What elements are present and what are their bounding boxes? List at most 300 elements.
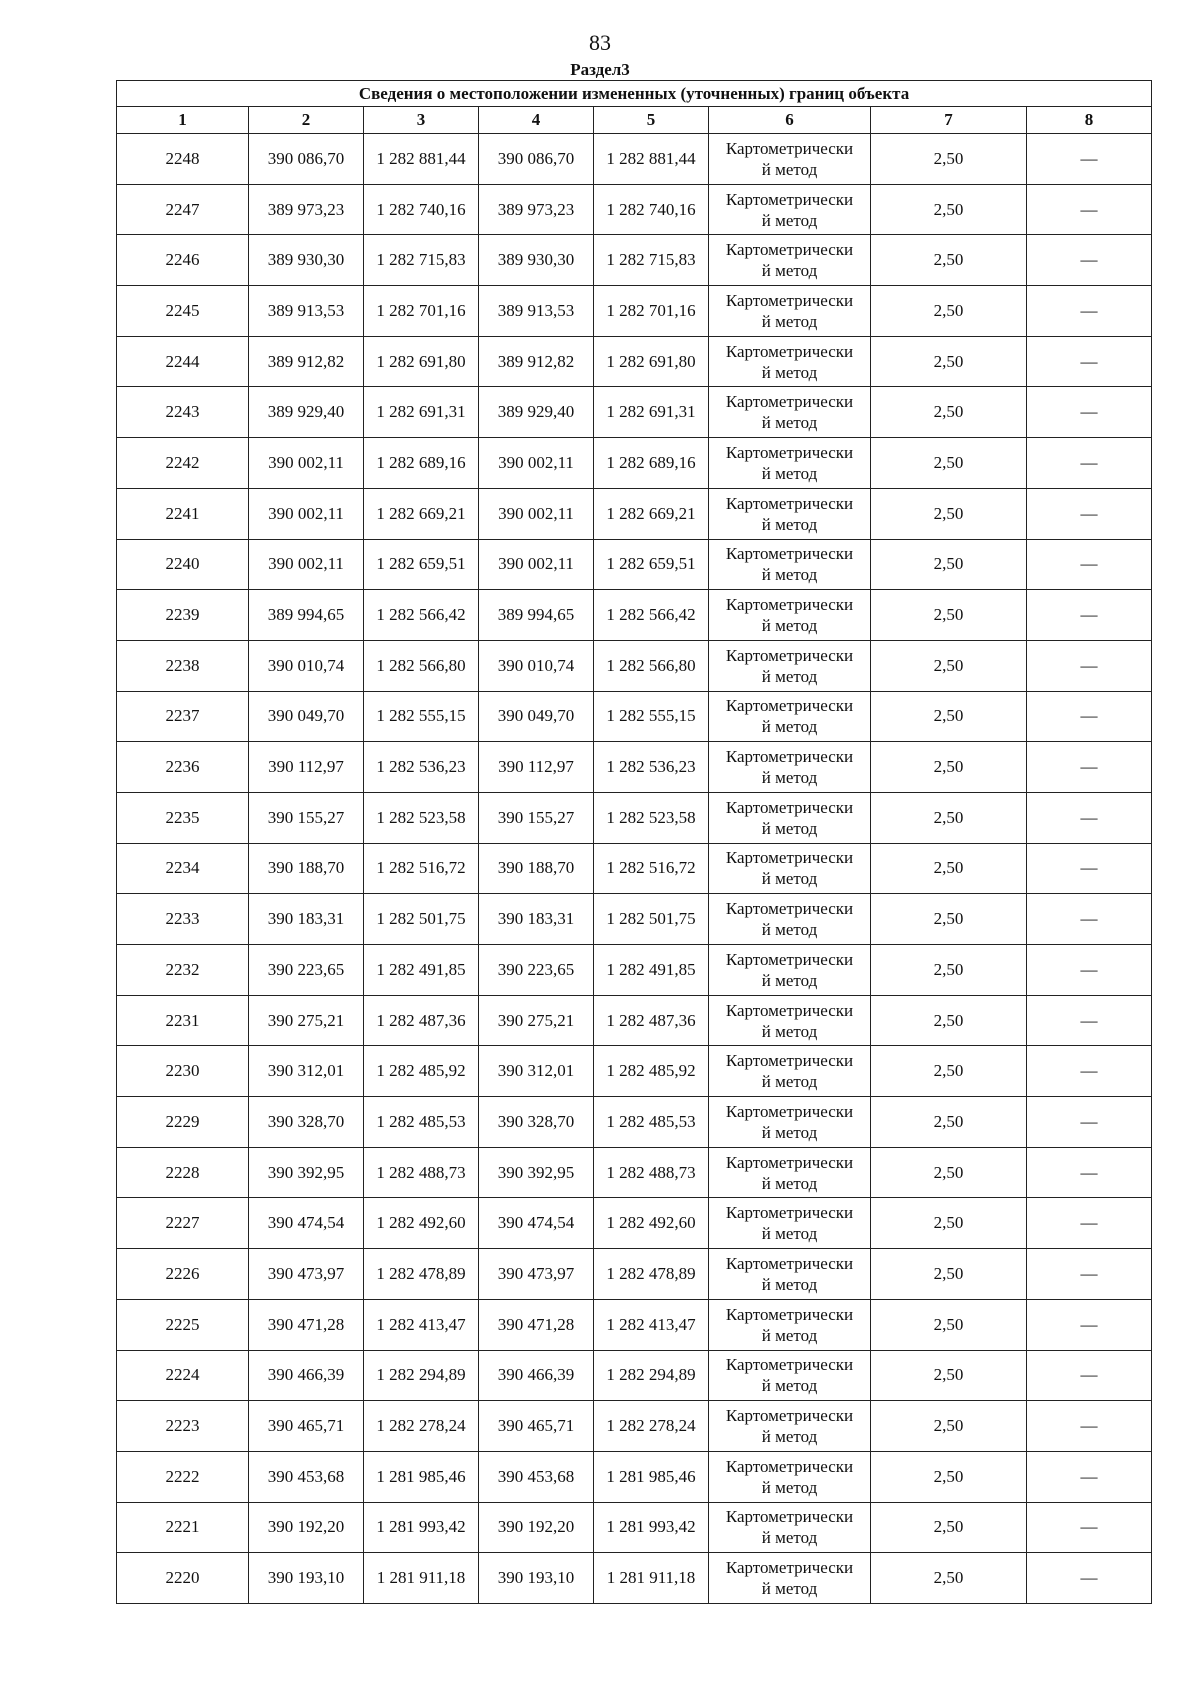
table-row xyxy=(117,1553,1152,1604)
note-cell: — xyxy=(1027,1198,1152,1249)
y-coordinate-cell: 1 282 501,75 xyxy=(364,894,479,945)
point-number-cell: 2237 xyxy=(117,691,249,742)
y-coordinate-cell: 1 282 555,15 xyxy=(364,691,479,742)
y-coordinate-new-cell: 1 282 492,60 xyxy=(594,1198,709,1249)
y-coordinate-new-cell: 1 282 691,31 xyxy=(594,387,709,438)
accuracy-cell: 2,50 xyxy=(871,184,1027,235)
method-line-1: Картометрически xyxy=(725,138,854,158)
method-line-2: й метод xyxy=(761,717,818,737)
method-line-1: Картометрически xyxy=(725,1355,854,1375)
note-cell: — xyxy=(1027,1097,1152,1148)
x-coordinate-cell: 390 002,11 xyxy=(249,539,364,590)
method-line-1: Картометрически xyxy=(725,189,854,209)
point-number-cell: 2247 xyxy=(117,184,249,235)
method-cell xyxy=(709,843,871,894)
accuracy-cell: 2,50 xyxy=(871,286,1027,337)
point-number-cell: 2220 xyxy=(117,1553,249,1604)
method-line-2: й метод xyxy=(761,210,818,230)
x-coordinate-new-cell: 389 912,82 xyxy=(479,336,594,387)
method-cell xyxy=(709,640,871,691)
y-coordinate-cell: 1 282 669,21 xyxy=(364,488,479,539)
accuracy-cell: 2,50 xyxy=(871,235,1027,286)
y-coordinate-cell: 1 282 487,36 xyxy=(364,995,479,1046)
x-coordinate-new-cell: 390 010,74 xyxy=(479,640,594,691)
y-coordinate-cell: 1 282 691,31 xyxy=(364,387,479,438)
note-cell: — xyxy=(1027,995,1152,1046)
x-coordinate-new-cell: 389 913,53 xyxy=(479,286,594,337)
method-cell xyxy=(709,286,871,337)
method-line-2: й метод xyxy=(761,413,818,433)
x-coordinate-new-cell: 390 473,97 xyxy=(479,1249,594,1300)
point-number-cell: 2234 xyxy=(117,843,249,894)
accuracy-cell: 2,50 xyxy=(871,1401,1027,1452)
table-row xyxy=(117,1249,1152,1300)
x-coordinate-cell: 390 223,65 xyxy=(249,945,364,996)
point-number-cell: 2242 xyxy=(117,438,249,489)
table-row xyxy=(117,1451,1152,1502)
point-number-cell: 2227 xyxy=(117,1198,249,1249)
method-line-1: Картометрически xyxy=(725,341,854,361)
point-number-cell: 2224 xyxy=(117,1350,249,1401)
x-coordinate-new-cell: 390 049,70 xyxy=(479,691,594,742)
y-coordinate-new-cell: 1 282 491,85 xyxy=(594,945,709,996)
method-line-2: й метод xyxy=(761,565,818,585)
y-coordinate-new-cell: 1 282 881,44 xyxy=(594,134,709,185)
y-coordinate-cell: 1 282 740,16 xyxy=(364,184,479,235)
table-body xyxy=(117,134,1152,1604)
column-number: 2 xyxy=(249,107,364,134)
y-coordinate-new-cell: 1 282 740,16 xyxy=(594,184,709,235)
table-row xyxy=(117,1147,1152,1198)
point-number-cell: 2240 xyxy=(117,539,249,590)
note-cell: — xyxy=(1027,843,1152,894)
note-cell: — xyxy=(1027,1451,1152,1502)
point-number-cell: 2231 xyxy=(117,995,249,1046)
column-number: 4 xyxy=(479,107,594,134)
point-number-cell: 2245 xyxy=(117,286,249,337)
method-cell xyxy=(709,792,871,843)
note-cell: — xyxy=(1027,691,1152,742)
x-coordinate-cell: 390 474,54 xyxy=(249,1198,364,1249)
table-row xyxy=(117,1046,1152,1097)
method-cell xyxy=(709,488,871,539)
table-title-row xyxy=(117,81,1152,107)
x-coordinate-cell: 390 193,10 xyxy=(249,1553,364,1604)
y-coordinate-new-cell: 1 282 501,75 xyxy=(594,894,709,945)
y-coordinate-new-cell: 1 282 566,42 xyxy=(594,590,709,641)
method-line-1: Картометрически xyxy=(725,544,854,564)
y-coordinate-new-cell: 1 281 911,18 xyxy=(594,1553,709,1604)
point-number-cell: 2225 xyxy=(117,1299,249,1350)
table-row xyxy=(117,488,1152,539)
method-line-2: й метод xyxy=(761,1072,818,1092)
x-coordinate-cell: 389 913,53 xyxy=(249,286,364,337)
y-coordinate-new-cell: 1 282 516,72 xyxy=(594,843,709,894)
table-title: Сведения о местоположении измененных (уточненных) границ объекта xyxy=(117,81,1152,107)
y-coordinate-cell: 1 282 536,23 xyxy=(364,742,479,793)
table-row xyxy=(117,539,1152,590)
y-coordinate-new-cell: 1 282 278,24 xyxy=(594,1401,709,1452)
method-cell xyxy=(709,1046,871,1097)
point-number-cell: 2241 xyxy=(117,488,249,539)
y-coordinate-new-cell: 1 282 555,15 xyxy=(594,691,709,742)
x-coordinate-cell: 389 994,65 xyxy=(249,590,364,641)
method-line-2: й метод xyxy=(761,1376,818,1396)
method-line-1: Картометрически xyxy=(725,747,854,767)
accuracy-cell: 2,50 xyxy=(871,1451,1027,1502)
x-coordinate-cell: 390 466,39 xyxy=(249,1350,364,1401)
method-line-1: Картометрически xyxy=(725,442,854,462)
x-coordinate-new-cell: 390 112,97 xyxy=(479,742,594,793)
method-line-2: й метод xyxy=(761,1325,818,1345)
point-number-cell: 2248 xyxy=(117,134,249,185)
y-coordinate-new-cell: 1 282 536,23 xyxy=(594,742,709,793)
y-coordinate-cell: 1 282 566,42 xyxy=(364,590,479,641)
accuracy-cell: 2,50 xyxy=(871,691,1027,742)
y-coordinate-cell: 1 282 491,85 xyxy=(364,945,479,996)
method-line-2: й метод xyxy=(761,1122,818,1142)
table-row xyxy=(117,134,1152,185)
column-number: 1 xyxy=(117,107,249,134)
x-coordinate-cell: 389 912,82 xyxy=(249,336,364,387)
y-coordinate-new-cell: 1 282 488,73 xyxy=(594,1147,709,1198)
x-coordinate-cell: 390 465,71 xyxy=(249,1401,364,1452)
accuracy-cell: 2,50 xyxy=(871,387,1027,438)
accuracy-cell: 2,50 xyxy=(871,1553,1027,1604)
accuracy-cell: 2,50 xyxy=(871,640,1027,691)
accuracy-cell: 2,50 xyxy=(871,590,1027,641)
method-line-1: Картометрически xyxy=(725,1203,854,1223)
x-coordinate-cell: 390 188,70 xyxy=(249,843,364,894)
y-coordinate-cell: 1 282 659,51 xyxy=(364,539,479,590)
method-cell xyxy=(709,1451,871,1502)
method-cell xyxy=(709,945,871,996)
accuracy-cell: 2,50 xyxy=(871,1046,1027,1097)
accuracy-cell: 2,50 xyxy=(871,1249,1027,1300)
accuracy-cell: 2,50 xyxy=(871,995,1027,1046)
x-coordinate-new-cell: 390 392,95 xyxy=(479,1147,594,1198)
point-number-cell: 2221 xyxy=(117,1502,249,1553)
accuracy-cell: 2,50 xyxy=(871,792,1027,843)
point-number-cell: 2230 xyxy=(117,1046,249,1097)
method-line-1: Картометрически xyxy=(725,240,854,260)
x-coordinate-new-cell: 389 930,30 xyxy=(479,235,594,286)
note-cell: — xyxy=(1027,1046,1152,1097)
method-line-1: Картометрически xyxy=(725,848,854,868)
x-coordinate-cell: 390 010,74 xyxy=(249,640,364,691)
method-cell xyxy=(709,1401,871,1452)
accuracy-cell: 2,50 xyxy=(871,894,1027,945)
method-line-2: й метод xyxy=(761,616,818,636)
method-cell xyxy=(709,1249,871,1300)
table-row xyxy=(117,792,1152,843)
note-cell: — xyxy=(1027,438,1152,489)
accuracy-cell: 2,50 xyxy=(871,336,1027,387)
table-row xyxy=(117,286,1152,337)
note-cell: — xyxy=(1027,235,1152,286)
column-number: 8 xyxy=(1027,107,1152,134)
method-line-2: й метод xyxy=(761,818,818,838)
method-line-2: й метод xyxy=(761,666,818,686)
y-coordinate-new-cell: 1 282 485,53 xyxy=(594,1097,709,1148)
x-coordinate-new-cell: 390 002,11 xyxy=(479,488,594,539)
method-line-1: Картометрически xyxy=(725,1000,854,1020)
note-cell: — xyxy=(1027,945,1152,996)
point-number-cell: 2243 xyxy=(117,387,249,438)
y-coordinate-cell: 1 282 701,16 xyxy=(364,286,479,337)
table-row xyxy=(117,1350,1152,1401)
method-cell xyxy=(709,1097,871,1148)
x-coordinate-new-cell: 390 192,20 xyxy=(479,1502,594,1553)
table-row xyxy=(117,387,1152,438)
x-coordinate-cell: 390 086,70 xyxy=(249,134,364,185)
x-coordinate-cell: 390 312,01 xyxy=(249,1046,364,1097)
table-row xyxy=(117,843,1152,894)
note-cell: — xyxy=(1027,640,1152,691)
accuracy-cell: 2,50 xyxy=(871,1147,1027,1198)
point-number-cell: 2239 xyxy=(117,590,249,641)
x-coordinate-new-cell: 390 471,28 xyxy=(479,1299,594,1350)
accuracy-cell: 2,50 xyxy=(871,134,1027,185)
method-cell xyxy=(709,539,871,590)
x-coordinate-new-cell: 390 312,01 xyxy=(479,1046,594,1097)
method-line-2: й метод xyxy=(761,362,818,382)
method-cell xyxy=(709,691,871,742)
x-coordinate-new-cell: 390 474,54 xyxy=(479,1198,594,1249)
method-line-2: й метод xyxy=(761,1579,818,1599)
page-number: 83 xyxy=(589,30,611,55)
note-cell: — xyxy=(1027,742,1152,793)
y-coordinate-new-cell: 1 281 985,46 xyxy=(594,1451,709,1502)
y-coordinate-cell: 1 282 566,80 xyxy=(364,640,479,691)
table-row xyxy=(117,894,1152,945)
column-number: 7 xyxy=(871,107,1027,134)
x-coordinate-new-cell: 390 193,10 xyxy=(479,1553,594,1604)
method-cell xyxy=(709,894,871,945)
method-cell xyxy=(709,1198,871,1249)
method-line-1: Картометрически xyxy=(725,949,854,969)
method-cell xyxy=(709,184,871,235)
x-coordinate-cell: 390 275,21 xyxy=(249,995,364,1046)
method-line-1: Картометрически xyxy=(725,595,854,615)
y-coordinate-new-cell: 1 282 487,36 xyxy=(594,995,709,1046)
accuracy-cell: 2,50 xyxy=(871,1198,1027,1249)
note-cell: — xyxy=(1027,387,1152,438)
accuracy-cell: 2,50 xyxy=(871,1097,1027,1148)
method-line-1: Картометрически xyxy=(725,1304,854,1324)
x-coordinate-cell: 390 328,70 xyxy=(249,1097,364,1148)
x-coordinate-new-cell: 390 002,11 xyxy=(479,438,594,489)
x-coordinate-cell: 390 155,27 xyxy=(249,792,364,843)
x-coordinate-cell: 389 930,30 xyxy=(249,235,364,286)
method-line-1: Картометрически xyxy=(725,493,854,513)
y-coordinate-cell: 1 282 488,73 xyxy=(364,1147,479,1198)
method-line-2: й метод xyxy=(761,970,818,990)
method-line-1: Картометрически xyxy=(725,1101,854,1121)
y-coordinate-cell: 1 282 689,16 xyxy=(364,438,479,489)
boundary-coordinates-table xyxy=(116,80,1152,1604)
point-number-cell: 2229 xyxy=(117,1097,249,1148)
method-line-1: Картометрически xyxy=(725,1507,854,1527)
x-coordinate-cell: 389 929,40 xyxy=(249,387,364,438)
y-coordinate-new-cell: 1 282 669,21 xyxy=(594,488,709,539)
x-coordinate-new-cell: 389 929,40 xyxy=(479,387,594,438)
y-coordinate-new-cell: 1 282 659,51 xyxy=(594,539,709,590)
table-row xyxy=(117,742,1152,793)
y-coordinate-cell: 1 282 516,72 xyxy=(364,843,479,894)
y-coordinate-new-cell: 1 282 689,16 xyxy=(594,438,709,489)
x-coordinate-new-cell: 390 465,71 xyxy=(479,1401,594,1452)
y-coordinate-cell: 1 282 485,53 xyxy=(364,1097,479,1148)
x-coordinate-cell: 389 973,23 xyxy=(249,184,364,235)
method-line-2: й метод xyxy=(761,159,818,179)
table-row xyxy=(117,640,1152,691)
method-cell xyxy=(709,1147,871,1198)
x-coordinate-new-cell: 390 466,39 xyxy=(479,1350,594,1401)
y-coordinate-cell: 1 282 523,58 xyxy=(364,792,479,843)
method-line-1: Картометрически xyxy=(725,1253,854,1273)
x-coordinate-cell: 390 473,97 xyxy=(249,1249,364,1300)
x-coordinate-new-cell: 389 973,23 xyxy=(479,184,594,235)
method-line-2: й метод xyxy=(761,1427,818,1447)
point-number-cell: 2244 xyxy=(117,336,249,387)
point-number-cell: 2246 xyxy=(117,235,249,286)
method-line-1: Картометрически xyxy=(725,1406,854,1426)
note-cell: — xyxy=(1027,1401,1152,1452)
method-line-2: й метод xyxy=(761,311,818,331)
accuracy-cell: 2,50 xyxy=(871,945,1027,996)
table-row xyxy=(117,1299,1152,1350)
method-line-2: й метод xyxy=(761,1173,818,1193)
accuracy-cell: 2,50 xyxy=(871,1502,1027,1553)
y-coordinate-new-cell: 1 282 485,92 xyxy=(594,1046,709,1097)
method-line-2: й метод xyxy=(761,1528,818,1548)
y-coordinate-new-cell: 1 282 566,80 xyxy=(594,640,709,691)
table-row xyxy=(117,691,1152,742)
note-cell: — xyxy=(1027,894,1152,945)
table-row xyxy=(117,945,1152,996)
column-number: 6 xyxy=(709,107,871,134)
y-coordinate-new-cell: 1 282 523,58 xyxy=(594,792,709,843)
method-line-2: й метод xyxy=(761,869,818,889)
x-coordinate-new-cell: 390 086,70 xyxy=(479,134,594,185)
note-cell: — xyxy=(1027,1147,1152,1198)
column-number: 3 xyxy=(364,107,479,134)
note-cell: — xyxy=(1027,1350,1152,1401)
table-row xyxy=(117,336,1152,387)
method-line-1: Картометрически xyxy=(725,1558,854,1578)
y-coordinate-cell: 1 282 715,83 xyxy=(364,235,479,286)
method-cell xyxy=(709,387,871,438)
method-line-1: Картометрически xyxy=(725,392,854,412)
x-coordinate-new-cell: 390 188,70 xyxy=(479,843,594,894)
y-coordinate-cell: 1 281 911,18 xyxy=(364,1553,479,1604)
x-coordinate-cell: 390 392,95 xyxy=(249,1147,364,1198)
table-row xyxy=(117,438,1152,489)
x-coordinate-cell: 390 112,97 xyxy=(249,742,364,793)
accuracy-cell: 2,50 xyxy=(871,1350,1027,1401)
note-cell: — xyxy=(1027,336,1152,387)
point-number-cell: 2232 xyxy=(117,945,249,996)
x-coordinate-cell: 390 049,70 xyxy=(249,691,364,742)
y-coordinate-cell: 1 282 691,80 xyxy=(364,336,479,387)
note-cell: — xyxy=(1027,1299,1152,1350)
method-line-2: й метод xyxy=(761,514,818,534)
method-line-1: Картометрически xyxy=(725,1051,854,1071)
x-coordinate-new-cell: 390 155,27 xyxy=(479,792,594,843)
x-coordinate-cell: 390 002,11 xyxy=(249,438,364,489)
note-cell: — xyxy=(1027,184,1152,235)
method-line-2: й метод xyxy=(761,463,818,483)
method-line-1: Картометрически xyxy=(725,797,854,817)
method-line-2: й метод xyxy=(761,768,818,788)
accuracy-cell: 2,50 xyxy=(871,843,1027,894)
method-line-2: й метод xyxy=(761,1224,818,1244)
y-coordinate-new-cell: 1 282 691,80 xyxy=(594,336,709,387)
x-coordinate-new-cell: 390 183,31 xyxy=(479,894,594,945)
table-row xyxy=(117,1097,1152,1148)
note-cell: — xyxy=(1027,1249,1152,1300)
x-coordinate-cell: 390 471,28 xyxy=(249,1299,364,1350)
accuracy-cell: 2,50 xyxy=(871,488,1027,539)
method-line-1: Картометрически xyxy=(725,1456,854,1476)
y-coordinate-cell: 1 282 485,92 xyxy=(364,1046,479,1097)
note-cell: — xyxy=(1027,792,1152,843)
method-cell xyxy=(709,336,871,387)
table-row xyxy=(117,590,1152,641)
method-cell xyxy=(709,134,871,185)
y-coordinate-cell: 1 282 478,89 xyxy=(364,1249,479,1300)
column-number-row xyxy=(117,107,1152,134)
method-line-1: Картометрически xyxy=(725,1152,854,1172)
table-row xyxy=(117,235,1152,286)
y-coordinate-new-cell: 1 282 413,47 xyxy=(594,1299,709,1350)
note-cell: — xyxy=(1027,488,1152,539)
table-row xyxy=(117,184,1152,235)
point-number-cell: 2235 xyxy=(117,792,249,843)
y-coordinate-new-cell: 1 281 993,42 xyxy=(594,1502,709,1553)
y-coordinate-cell: 1 282 413,47 xyxy=(364,1299,479,1350)
note-cell: — xyxy=(1027,1502,1152,1553)
y-coordinate-new-cell: 1 282 478,89 xyxy=(594,1249,709,1300)
x-coordinate-new-cell: 390 453,68 xyxy=(479,1451,594,1502)
x-coordinate-new-cell: 390 002,11 xyxy=(479,539,594,590)
x-coordinate-cell: 390 183,31 xyxy=(249,894,364,945)
method-cell xyxy=(709,995,871,1046)
y-coordinate-new-cell: 1 282 701,16 xyxy=(594,286,709,337)
y-coordinate-new-cell: 1 282 294,89 xyxy=(594,1350,709,1401)
y-coordinate-cell: 1 282 492,60 xyxy=(364,1198,479,1249)
method-cell xyxy=(709,235,871,286)
point-number-cell: 2233 xyxy=(117,894,249,945)
x-coordinate-cell: 390 192,20 xyxy=(249,1502,364,1553)
y-coordinate-cell: 1 282 278,24 xyxy=(364,1401,479,1452)
point-number-cell: 2238 xyxy=(117,640,249,691)
method-line-1: Картометрически xyxy=(725,290,854,310)
point-number-cell: 2226 xyxy=(117,1249,249,1300)
section-label: Раздел3 xyxy=(570,60,630,79)
y-coordinate-cell: 1 281 993,42 xyxy=(364,1502,479,1553)
method-line-1: Картометрически xyxy=(725,645,854,665)
y-coordinate-new-cell: 1 282 715,83 xyxy=(594,235,709,286)
x-coordinate-cell: 390 453,68 xyxy=(249,1451,364,1502)
method-cell xyxy=(709,590,871,641)
accuracy-cell: 2,50 xyxy=(871,539,1027,590)
y-coordinate-cell: 1 282 881,44 xyxy=(364,134,479,185)
x-coordinate-cell: 390 002,11 xyxy=(249,488,364,539)
table-row xyxy=(117,995,1152,1046)
method-cell xyxy=(709,438,871,489)
